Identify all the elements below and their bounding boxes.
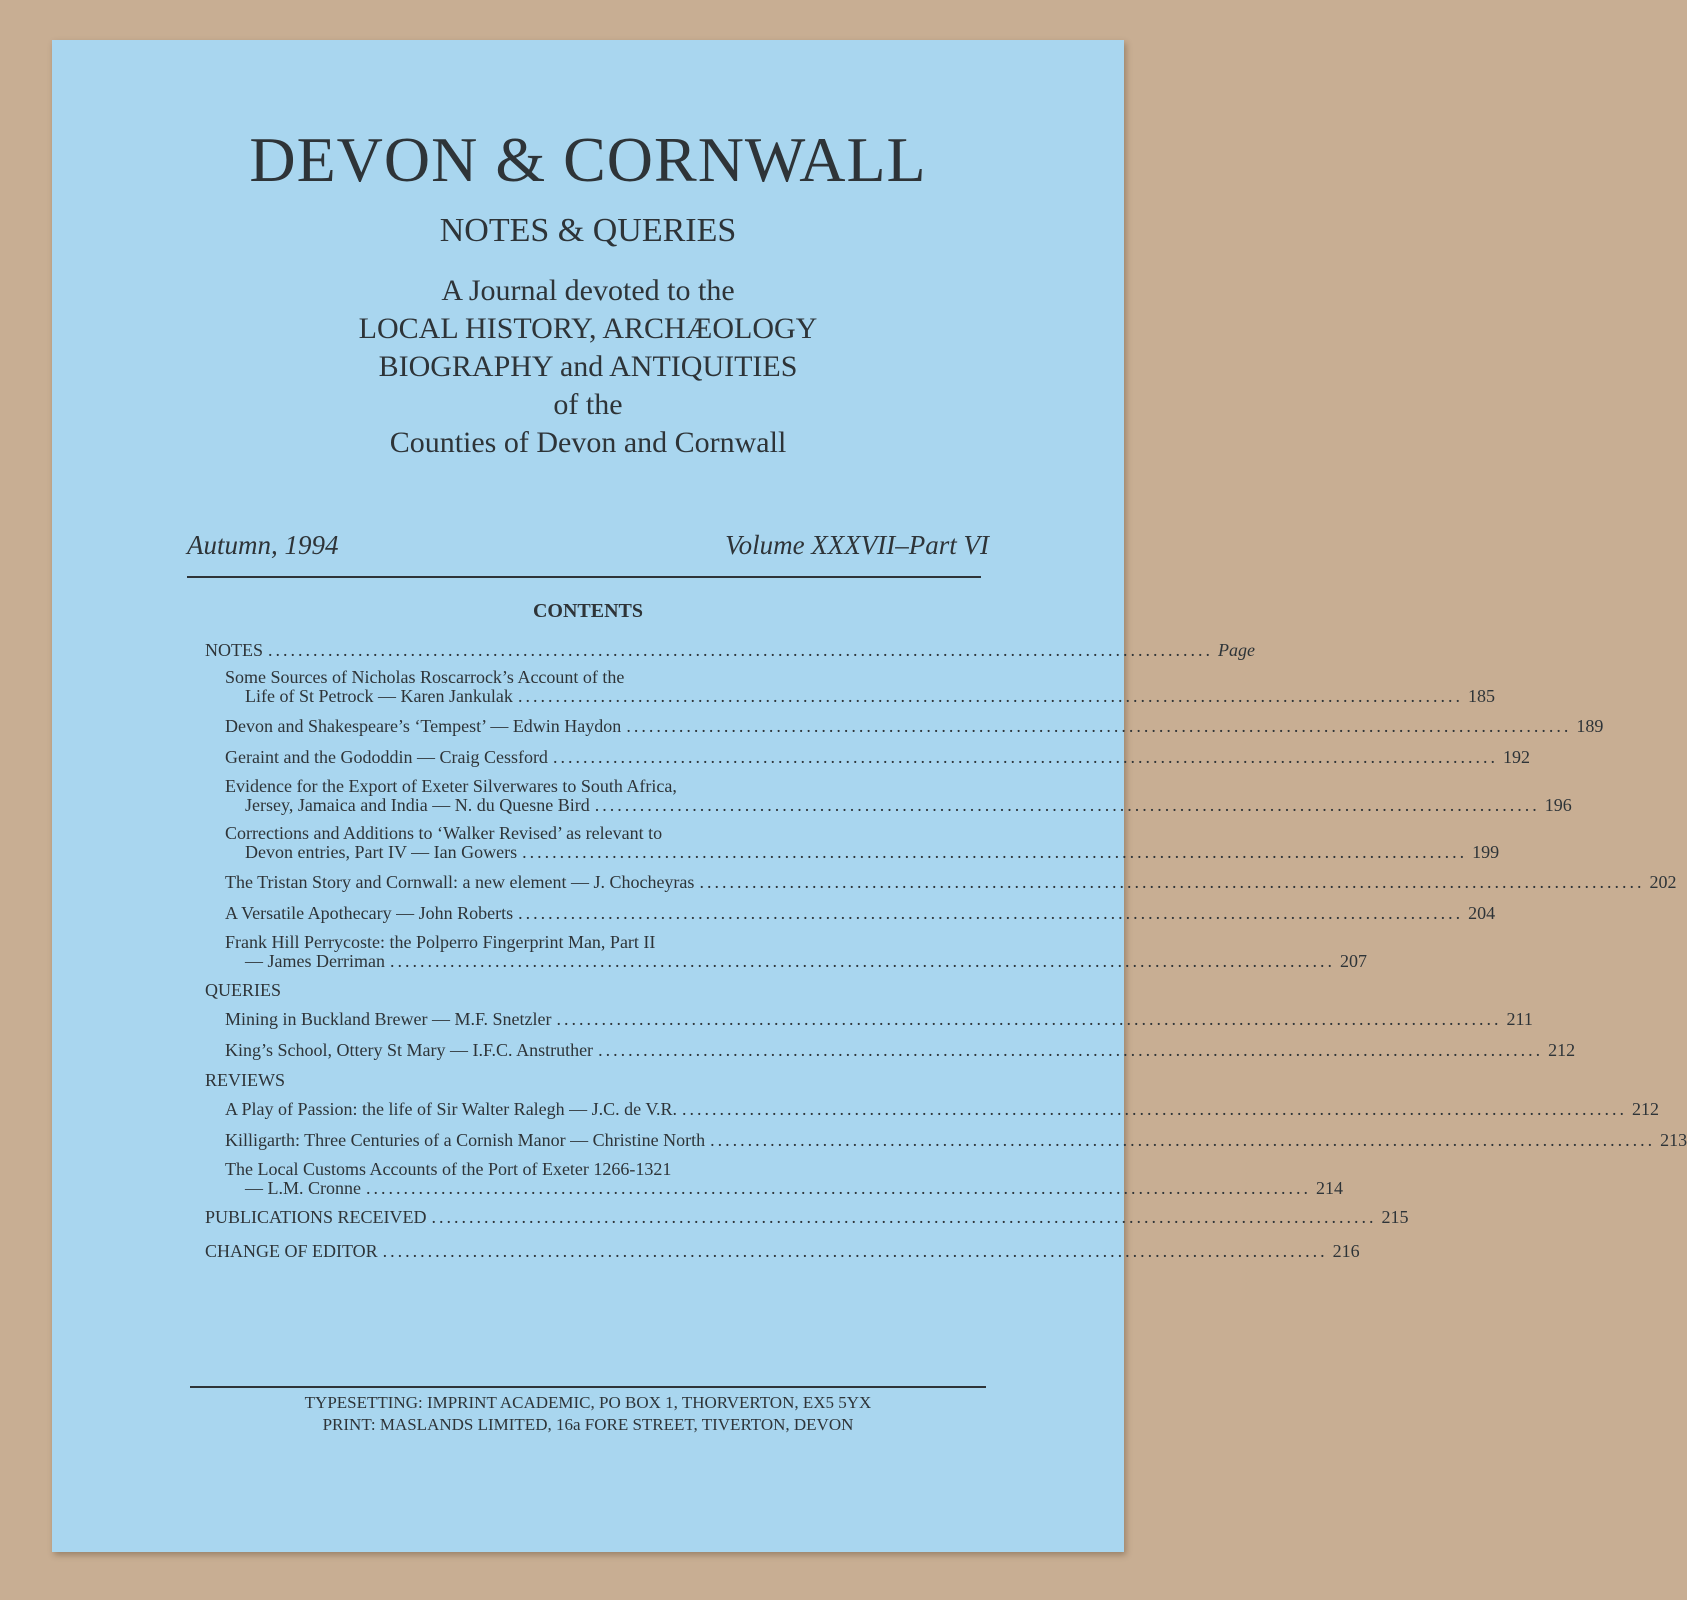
entry-page: 215	[1381, 1207, 1409, 1227]
toc-section-publications	[205, 1207, 1409, 1229]
leader-dots: ..............................................................................................................................	[626, 716, 1572, 736]
description-line: A Journal devoted to the	[441, 274, 735, 307]
entry-title: Frank Hill Perrycoste: the Polperro Fingerprint Man, Part II	[225, 932, 656, 952]
toc-entry	[205, 1008, 1533, 1030]
entry-page: 216	[1332, 1241, 1360, 1261]
journal-subtitle: NOTES & QUERIES	[439, 212, 737, 249]
leader-dots: ..............................................................................................................................	[518, 903, 1464, 923]
entry-title: The Local Customs Accounts of the Port of Exeter 1266-1321	[225, 1159, 672, 1179]
toc-entry	[205, 715, 1604, 737]
issue-info	[187, 530, 989, 561]
leader-dots: ..............................................................................................................................	[382, 1241, 1328, 1261]
leader-dots: ..............................................................................................................................	[699, 872, 1645, 892]
entry-page: 212	[1632, 1099, 1660, 1119]
description-line: LOCAL HISTORY, ARCHÆOLOGY	[358, 312, 818, 345]
typesetting-credit: TYPESETTING: IMPRINT ACADEMIC, PO BOX 1, THORVERTON, EX5 5YX	[304, 1393, 872, 1412]
leader-dots: ..............................................................................................................................	[556, 1009, 1502, 1029]
toc-entry	[205, 932, 1367, 971]
entry-page: 196	[1544, 795, 1572, 815]
entry-page: 211	[1506, 1009, 1533, 1029]
toc-entry	[205, 1129, 1687, 1151]
leader-dots: ..............................................................................................................................	[431, 1207, 1377, 1227]
entry-author: Jersey, Jamaica and India — N. du Quesne Bird	[245, 795, 590, 815]
entry-title: A Play of Passion: the life of Sir Walter Ralegh — J.C. de V.R.	[225, 1099, 678, 1119]
entry-title: Geraint and the Gododdin — Craig Cessford	[225, 747, 548, 767]
leader-dots: ..............................................................................................................................	[268, 640, 1213, 660]
toc-section-change-of-editor	[205, 1241, 1360, 1263]
section-label: QUERIES	[205, 980, 281, 1000]
leader-dots: ..............................................................................................................................	[598, 1040, 1544, 1060]
section-label: NOTES	[205, 640, 263, 660]
top-rule	[187, 576, 981, 578]
toc-section-queries	[205, 980, 1027, 1002]
leader-dots: ..............................................................................................................................	[517, 686, 1463, 706]
entry-title: Corrections and Additions to ‘Walker Revised’ as relevant to	[225, 823, 663, 843]
leader-dots: ..............................................................................................................................	[552, 747, 1498, 767]
page-column-label: Page	[1218, 640, 1255, 660]
entry-page: 202	[1649, 872, 1677, 892]
leader-dots: ..............................................................................................................................	[682, 1099, 1628, 1119]
description-line: of the	[553, 388, 623, 421]
journal-description	[52, 272, 1124, 462]
entry-page: 185	[1467, 686, 1495, 706]
description-line: BIOGRAPHY and ANTIQUITIES	[378, 350, 798, 383]
entry-page: 212	[1548, 1040, 1576, 1060]
leader-dots: ..............................................................................................................................	[389, 951, 1335, 971]
toc-entry	[205, 902, 1496, 924]
entry-title: King’s School, Ottery St Mary — I.F.C. Anstruther	[225, 1040, 594, 1060]
bottom-rule	[190, 1386, 986, 1388]
print-credit: PRINT: MASLANDS LIMITED, 16a FORE STREET, TIVERTON, DEVON	[322, 1415, 854, 1434]
entry-page: 213	[1660, 1130, 1687, 1150]
toc-section-reviews	[205, 1070, 1027, 1092]
journal-cover	[52, 40, 1687, 1552]
toc-entry	[205, 823, 1500, 862]
entry-page: 199	[1472, 842, 1500, 862]
journal-title: DEVON & CORNWALL	[249, 124, 927, 195]
entry-author: Life of St Petrock — Karen Jankulak	[245, 686, 513, 706]
entry-author: — James Derriman	[245, 951, 385, 971]
imprint-footer	[52, 1392, 1124, 1436]
section-label: CHANGE OF EDITOR	[205, 1241, 378, 1261]
entry-title: A Versatile Apothecary — John Roberts	[225, 903, 514, 923]
entry-title: Killigarth: Three Centuries of a Cornish Manor — Christine North	[225, 1130, 706, 1150]
entry-page: 192	[1502, 747, 1530, 767]
toc-entry	[205, 667, 1495, 706]
entry-title: Evidence for the Export of Exeter Silverwares to South Africa,	[225, 776, 677, 796]
leader-dots: ..............................................................................................................................	[522, 842, 1468, 862]
entry-title: The Tristan Story and Cornwall: a new element — J. Chocheyras	[225, 872, 695, 892]
toc-entry	[205, 1098, 1660, 1120]
entry-author: — L.M. Cronne	[245, 1178, 361, 1198]
table-of-contents	[205, 634, 1687, 1269]
section-label: REVIEWS	[205, 1070, 285, 1090]
masthead	[52, 124, 1124, 462]
issue-season: Autumn, 1994	[187, 530, 339, 560]
entry-page: 189	[1576, 716, 1604, 736]
toc-entry	[205, 1159, 1343, 1198]
toc-entry	[205, 871, 1677, 893]
section-label: PUBLICATIONS RECEIVED	[205, 1207, 427, 1227]
entry-page: 204	[1468, 903, 1496, 923]
toc-entry	[205, 1039, 1576, 1061]
entry-page: 207	[1339, 951, 1367, 971]
contents-heading: CONTENTS	[532, 600, 644, 622]
leader-dots: ..............................................................................................................................	[594, 795, 1540, 815]
toc-entry	[205, 746, 1530, 768]
leader-dots: ..............................................................................................................................	[366, 1178, 1311, 1198]
entry-author: Devon entries, Part IV — Ian Gowers	[245, 842, 518, 862]
entry-title: Some Sources of Nicholas Roscarrock’s Account of the	[225, 667, 625, 687]
entry-page: 214	[1316, 1178, 1343, 1198]
toc-entry	[205, 776, 1572, 815]
description-line: Counties of Devon and Cornwall	[389, 426, 787, 459]
leader-dots: ..............................................................................................................................	[710, 1130, 1656, 1150]
issue-volume: Volume XXXVII–Part VI	[725, 530, 989, 560]
toc-section-notes	[205, 640, 1255, 662]
entry-title: Devon and Shakespeare’s ‘Tempest’ — Edwin Haydon	[225, 716, 622, 736]
entry-title: Mining in Buckland Brewer — M.F. Snetzler	[225, 1009, 552, 1029]
